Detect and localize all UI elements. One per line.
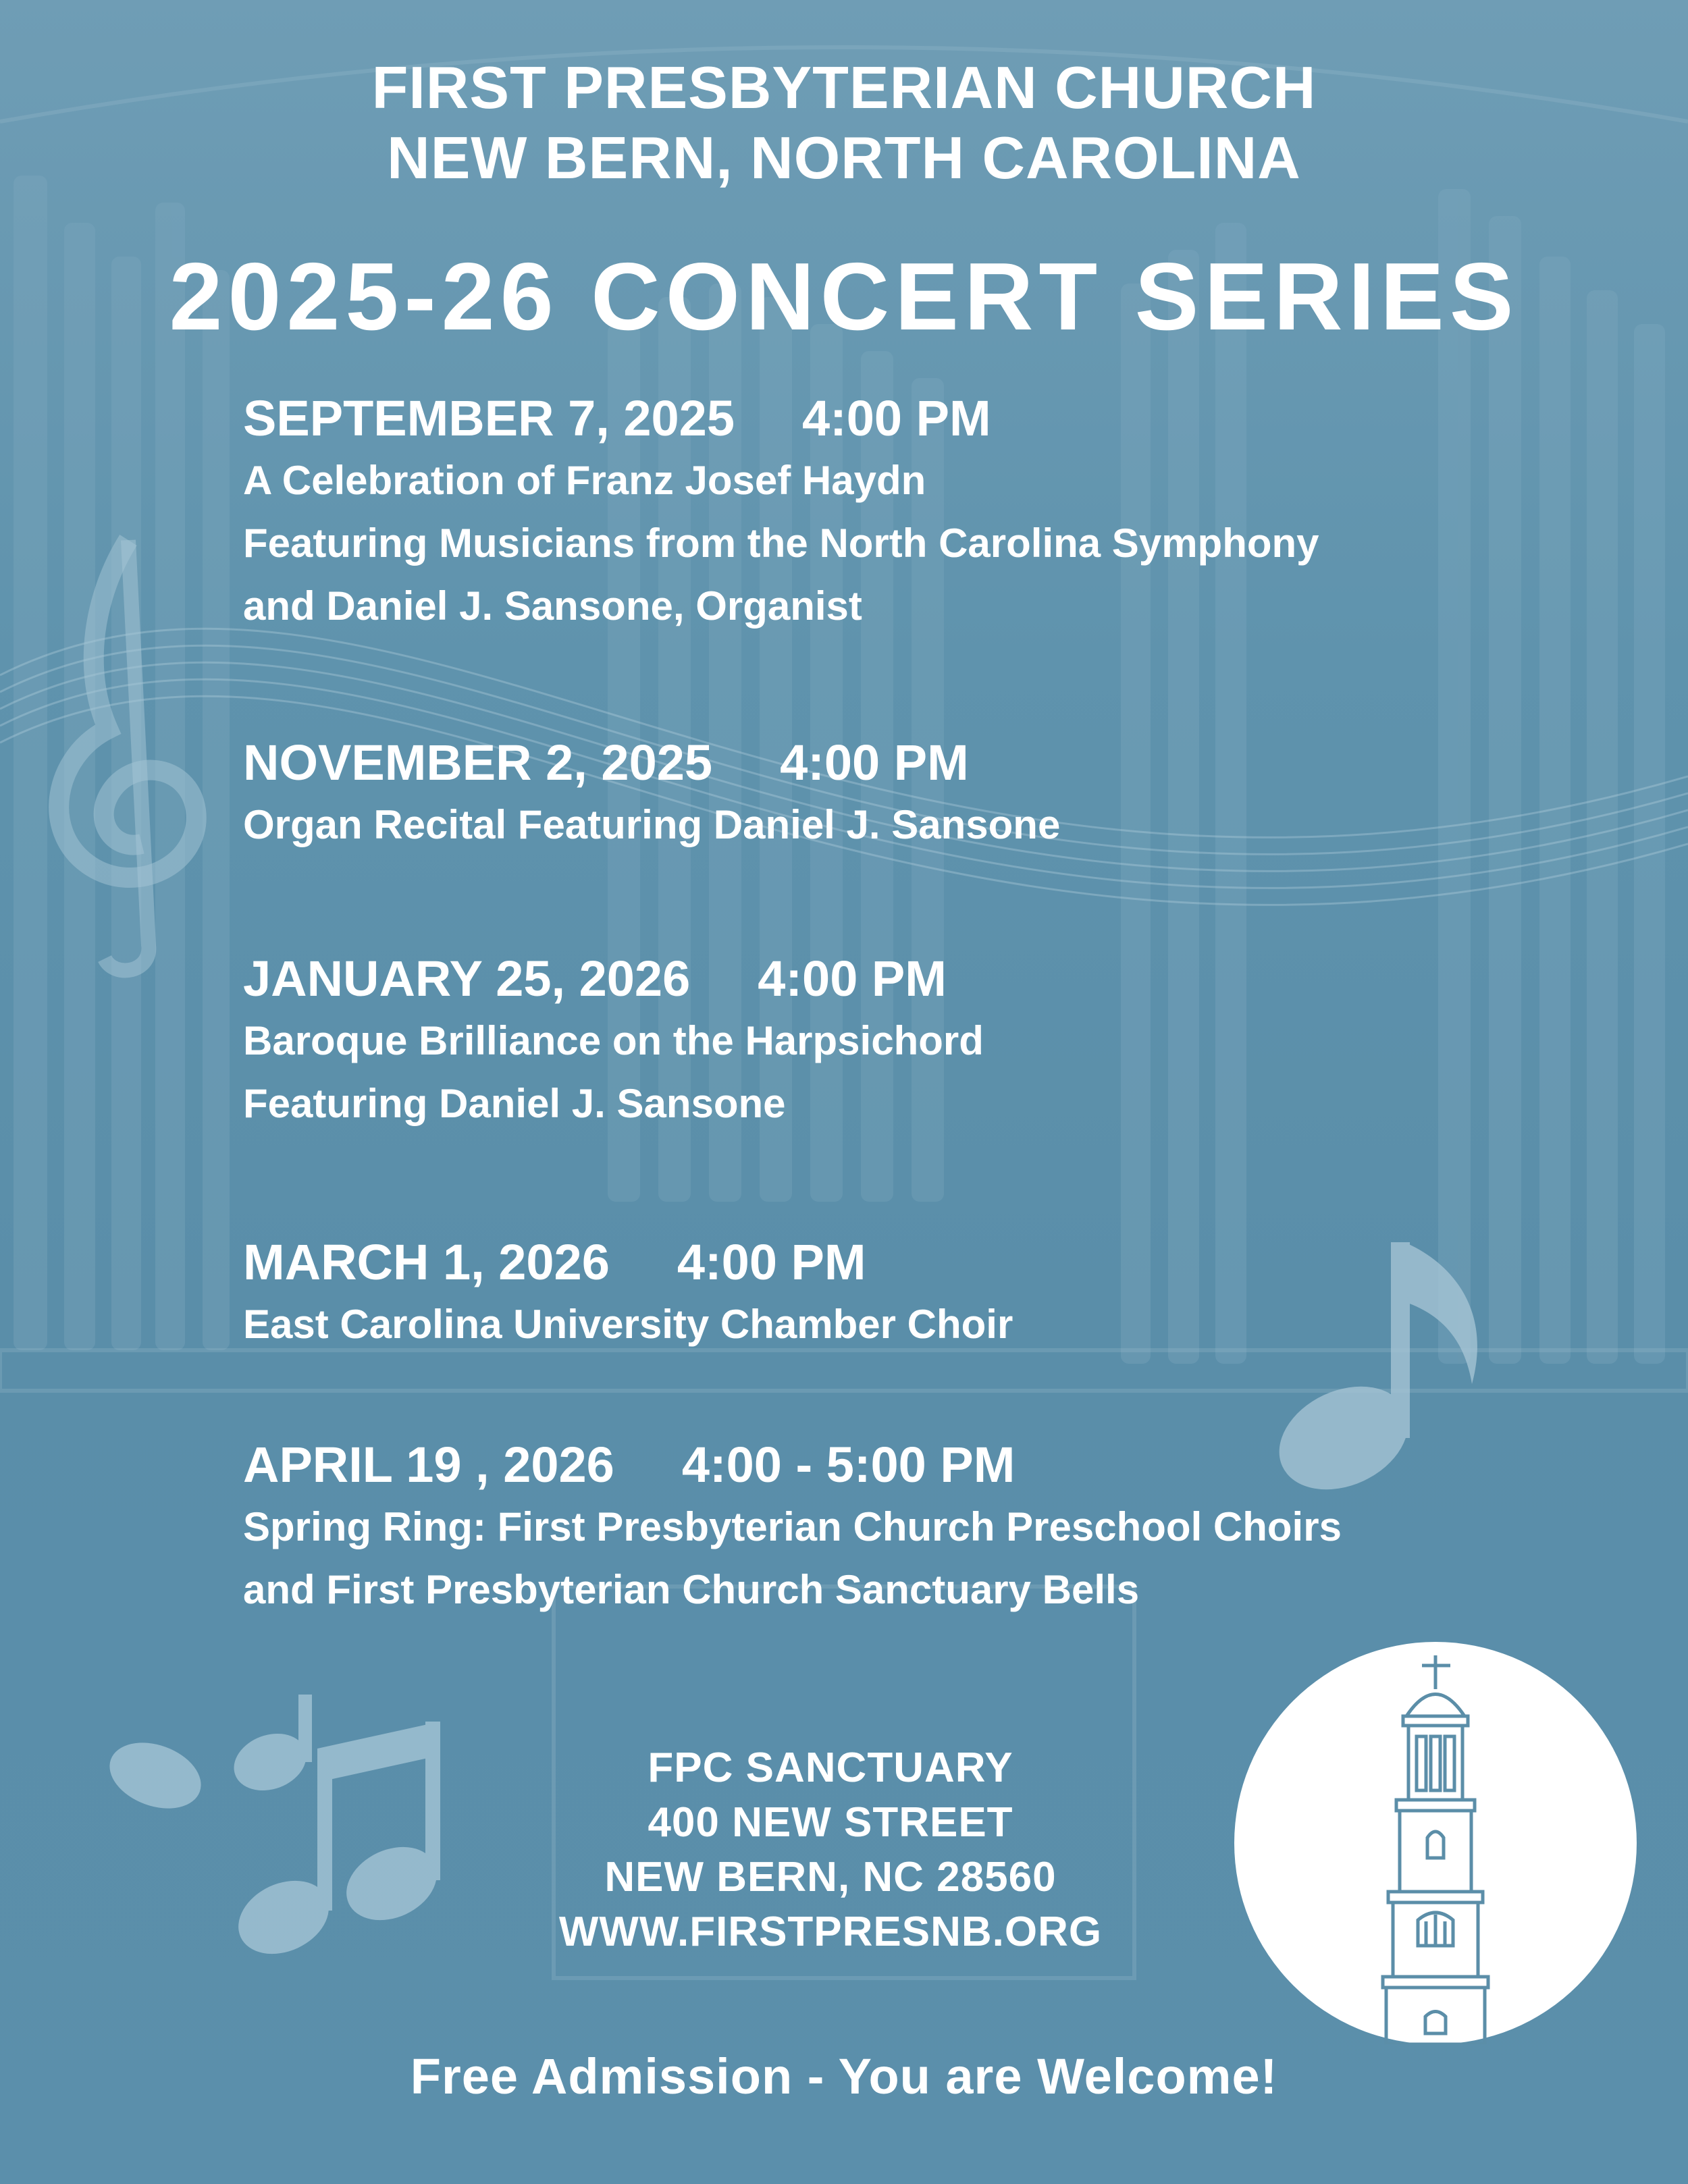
treble-clef-icon	[14, 513, 257, 986]
concert-item	[243, 1435, 1342, 1621]
concert-heading	[243, 388, 1319, 449]
website-link[interactable]: WWW.FIRSTPRESNB.ORG	[558, 1909, 1103, 1955]
concert-heading	[243, 1232, 1013, 1293]
concert-time: 4:00 PM	[758, 951, 947, 1007]
concert-description-line: Featuring Daniel J. Sansone	[243, 1081, 786, 1126]
music-note-icon	[101, 1695, 452, 1992]
church-name	[0, 53, 1688, 193]
venue-name: FPC SANCTUARY	[648, 1744, 1013, 1791]
concert-description-line: Baroque Brilliance on the Harpsichord	[243, 1018, 984, 1063]
concert-description-line: Spring Ring: First Presbyterian Church Preschool Choirs	[243, 1504, 1342, 1549]
concert-date: JANUARY 25, 2026	[243, 951, 691, 1007]
concert-description-line: and First Presbyterian Church Sanctuary Bells	[243, 1567, 1140, 1612]
concert-date: MARCH 1, 2026	[243, 1234, 610, 1290]
street-address: 400 NEW STREET	[648, 1799, 1013, 1846]
concert-time: 4:00 PM	[677, 1234, 866, 1290]
concert-description-line: Featuring Musicians from the North Carolina Symphony	[243, 521, 1319, 566]
concert-description-line: A Celebration of Franz Josef Haydn	[243, 458, 926, 503]
concert-item	[243, 1232, 1013, 1356]
concert-date: SEPTEMBER 7, 2025	[243, 390, 735, 446]
church-name-line1: FIRST PRESBYTERIAN CHURCH	[371, 54, 1317, 121]
series-title: 2025-26 CONCERT SERIES	[169, 243, 1519, 350]
concert-time: 4:00 PM	[801, 390, 991, 446]
city-state-zip: NEW BERN, NC 28560	[604, 1854, 1057, 1900]
concert-date: APRIL 19 , 2026	[243, 1437, 614, 1493]
concert-time: 4:00 PM	[780, 735, 969, 791]
venue-address	[493, 1740, 1168, 1959]
concert-item	[243, 388, 1319, 637]
church-steeple-logo	[1234, 1642, 1637, 2044]
concert-description-line: and Daniel J. Sansone, Organist	[243, 583, 862, 629]
free-admission-note: Free Admission - You are Welcome!	[410, 2048, 1278, 2104]
concert-date: NOVEMBER 2, 2025	[243, 735, 713, 791]
concert-heading	[243, 1435, 1342, 1495]
church-name-line2: NEW BERN, NORTH CAROLINA	[387, 124, 1301, 191]
concert-description-line: East Carolina University Chamber Choir	[243, 1302, 1013, 1347]
concert-heading	[243, 949, 984, 1009]
concert-description-line: Organ Recital Featuring Daniel J. Sansone	[243, 802, 1061, 847]
concert-item	[243, 949, 984, 1135]
concert-item	[243, 733, 1060, 856]
concert-time: 4:00 - 5:00 PM	[681, 1437, 1016, 1493]
concert-heading	[243, 733, 1060, 793]
steeple-icon	[1234, 1642, 1637, 2044]
